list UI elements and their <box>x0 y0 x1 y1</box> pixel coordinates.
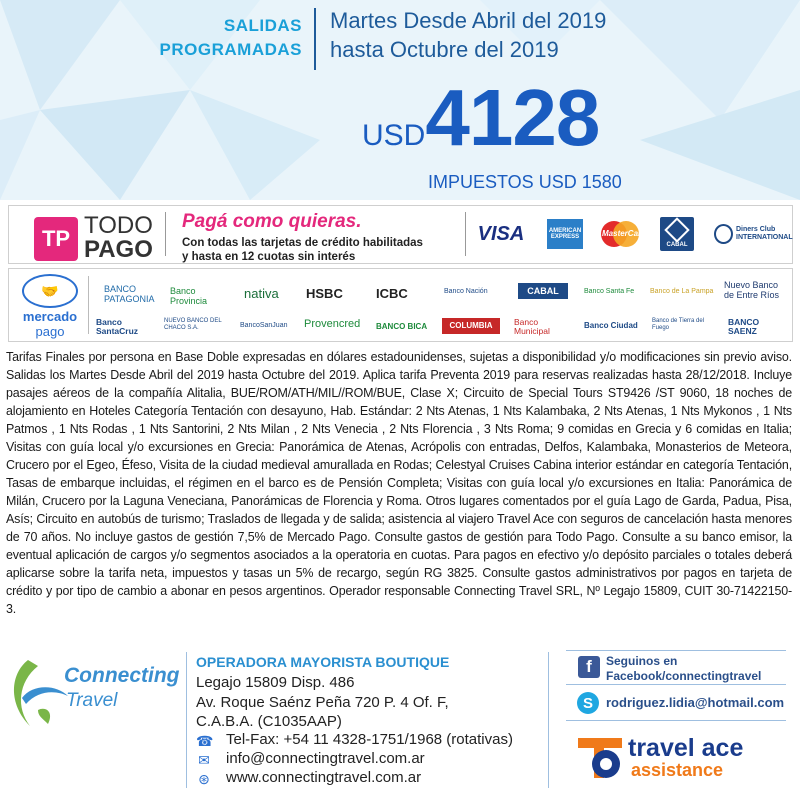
cabal-diamond-icon <box>664 217 689 242</box>
salidas-line2: PROGRAMADAS <box>159 40 302 59</box>
payment-subtitle-line1: Con todas las tarjetas de crédito habilitadas <box>182 237 423 249</box>
visa-logo: VISA <box>477 222 525 245</box>
mastercard-label: MasterCard <box>602 229 647 238</box>
social-mid-rule <box>566 684 786 685</box>
phone-icon: ☎ <box>196 733 214 749</box>
bank-santacruz: Banco SantaCruz <box>96 317 139 336</box>
bank-columbia: COLUMBIA <box>442 318 500 334</box>
handshake-icon: 🤝 <box>22 274 78 308</box>
terms-conditions: Tarifas Finales por persona en Base Doble expresadas en dólares estadounidenses, sujetas a disponibilidad y/o modificaciones sin previo aviso. Salidas los Martes Desde Abril del 2019 hasta Octubre del 2019. Aplica tarifa Preventa 2019 para reservas realizadas hasta 28/12/2018. Incluye pasajes aéreos de la compañía Alitalia, BUE/ROM/ATH/MIL//ROM/BUE, Clase X; Circuito de Special Tours ST9426 /ST 9060, 18 noches de alojamiento en Hoteles Categoría Tentación con desayuno, Hab. Estándar: 2 Nts Atenas, 1 Nts Kalambaka, 2 Nts Atenas, 1 Nts Mykonos , 1 Nts Patmos , 1 Nts Rodas , 1 Nts Santorini, 2 Nts Milan , 2 Nts Venecia , 2 Nts Florencia , 3 Nts Roma; 9 comidas en Grecia y 6 comidas en Italia; Visitas con guía local y/o excursiones en Grecia: Panorámica de Atenas, Acrópolis con entradas, Delfos, Kalambaka, Monasterios de Meteora, Crucero por el Egeo, Éfeso, Visita de la ciudad medieval amurallada en Rodas; Celestyal Cruises Cabina interior estándar en categoría Tentación, Tasas de embarque incluidas, el régimen en el barco es de Pensión Completa; Visitas con guía local y/o excursiones en Italia: Panorámica de Milán, Crucero por la Laguna Veneciana, Panorámicas de Florencia y Roma. Otros lugares comentados por el guía Lago de Garda, Padua, Pisa, Asís; Circuito en autobús de turismo; Traslados de llegada y de salida; asistencia al viajero Travel Ace con seguros de cancelación hasta menores de 70 años. No incluye gastos de gestión 7,5% de Mercado Pago. Consulte gastos de gestión para Todo Pago. Consulte a su banco emisor, la eventual aplicación de cargos y/o segmentos asociados a la operatoria en cuotas. Para pagos en efectivo y/o depósito parciales o totales deberá aplicarse sobre la tarifa neta, impuestos y tasas un 5% de recargo, según RG 3825. Consulte gastos administrativos por pagos en tarjeta de crédito y por tipo de cambio a abonar en pesos argentinos. Operador responsable Connecting Travel SRL, Nº Legajo 15809, CUIT 30-71422150-3. <box>6 350 792 616</box>
price-amount: 4128 <box>425 73 600 162</box>
mercadopago-line1: mercado <box>22 309 78 324</box>
bank-entrerios: Nuevo Banco de Entre Ríos <box>724 280 780 300</box>
todopago-wordmark <box>84 214 153 262</box>
header-divider <box>314 8 316 70</box>
mercadopago-line2: pago <box>35 324 65 339</box>
salidas-programadas-label <box>150 14 302 62</box>
connectingtravel-name-line1: Connecting <box>64 664 180 687</box>
payment-subtitle-line2: y hasta en 12 cuotas sin interés <box>182 251 356 263</box>
footer-divider-1 <box>186 652 187 788</box>
diners-logo <box>714 222 793 246</box>
dates-line2: hasta Octubre del 2019 <box>330 37 559 62</box>
payment-title: Pagá como quieras. <box>182 211 362 232</box>
bank-hsbc: HSBC <box>306 286 343 301</box>
facebook-link[interactable] <box>606 654 761 684</box>
payment-divider-1 <box>165 212 166 256</box>
departure-dates <box>330 6 606 64</box>
footer-divider-2 <box>548 652 549 788</box>
travelace-logo-icon <box>574 736 628 782</box>
facebook-line2: Facebook/connectingtravel <box>606 669 762 683</box>
todopago-icon: TP <box>34 217 78 261</box>
travelace-tagline: assistance <box>631 760 724 780</box>
mercadopago-logo <box>22 274 78 338</box>
social-top-rule <box>566 650 786 651</box>
bank-provencred: Provencred <box>304 318 361 330</box>
operator-address-line2: C.A.B.A. (C1035AAP) <box>196 713 342 730</box>
connectingtravel-name-line2: Travel <box>66 690 118 711</box>
bank-santafe: Banco Santa Fe <box>584 288 635 295</box>
operator-phone: Tel-Fax: +54 11 4328-1751/1968 (rotativas) <box>226 731 513 748</box>
bank-sanjuan: BancoSanJuan <box>240 322 288 329</box>
cabal-label: CABAL <box>666 241 688 248</box>
payment-subtitle <box>182 236 423 264</box>
bank-saenz: BANCO SAENZ <box>728 317 760 336</box>
bank-patagonia: BANCO PATAGONIA <box>104 284 155 304</box>
payment-divider-2 <box>465 212 466 256</box>
operator-title: OPERADORA MAYORISTA BOUTIQUE <box>196 654 450 670</box>
bank-nacion: Banco Nación <box>444 288 488 295</box>
price-currency: USD <box>362 119 426 152</box>
price-block <box>362 73 600 162</box>
cabal-logo <box>660 217 694 251</box>
operator-email[interactable]: info@connectingtravel.com.ar <box>226 750 425 767</box>
operator-address-line1: Av. Roque Saénz Peña 720 P. 4 Of. F, <box>196 694 449 711</box>
bank-tierradelfuego: Banco de Tierra del Fuego <box>652 318 705 331</box>
web-icon: ⊛ <box>198 771 210 787</box>
bank-cabal: CABAL <box>518 283 568 299</box>
bank-lapampa: Banco de La Pampa <box>650 288 714 295</box>
salidas-line1: SALIDAS <box>223 16 302 35</box>
skype-icon: S <box>577 692 599 714</box>
skype-contact[interactable]: rodriguez.lidia@hotmail.com <box>606 695 785 710</box>
bank-icbc: ICBC <box>376 286 408 301</box>
todopago-line1: TODO <box>84 212 153 239</box>
bank-nativa: nativa <box>244 286 279 301</box>
operator-legajo: Legajo 15809 Disp. 486 <box>196 674 355 691</box>
header-banner <box>0 0 800 200</box>
bank-chaco: NUEVO BANCO DEL CHACO S.A. <box>164 318 222 331</box>
facebook-icon: f <box>578 656 600 678</box>
travelace-name: travel ace <box>628 734 744 762</box>
taxes-label: IMPUESTOS USD 1580 <box>428 172 622 192</box>
amex-logo: AMERICAN EXPRESS <box>547 219 583 249</box>
mastercard-logo <box>599 219 647 249</box>
email-icon: ✉ <box>198 752 210 768</box>
dates-line1: Martes Desde Abril del 2019 <box>330 8 607 33</box>
bank-ciudad: Banco Ciudad <box>584 321 638 330</box>
social-bottom-rule <box>566 720 786 721</box>
bank-municipal: Banco Municipal <box>514 317 550 336</box>
facebook-line1: Seguinos en <box>606 654 678 668</box>
diners-label: Diners Club INTERNATIONAL <box>736 226 793 241</box>
operator-website[interactable]: www.connectingtravel.com.ar <box>226 769 422 786</box>
bank-bica: BANCO BICA <box>376 322 428 331</box>
diners-circle-icon <box>714 224 733 244</box>
bank-provincia: Banco Provincia <box>170 286 208 306</box>
todopago-line2: PAGO <box>84 236 153 263</box>
banks-divider <box>88 276 89 334</box>
